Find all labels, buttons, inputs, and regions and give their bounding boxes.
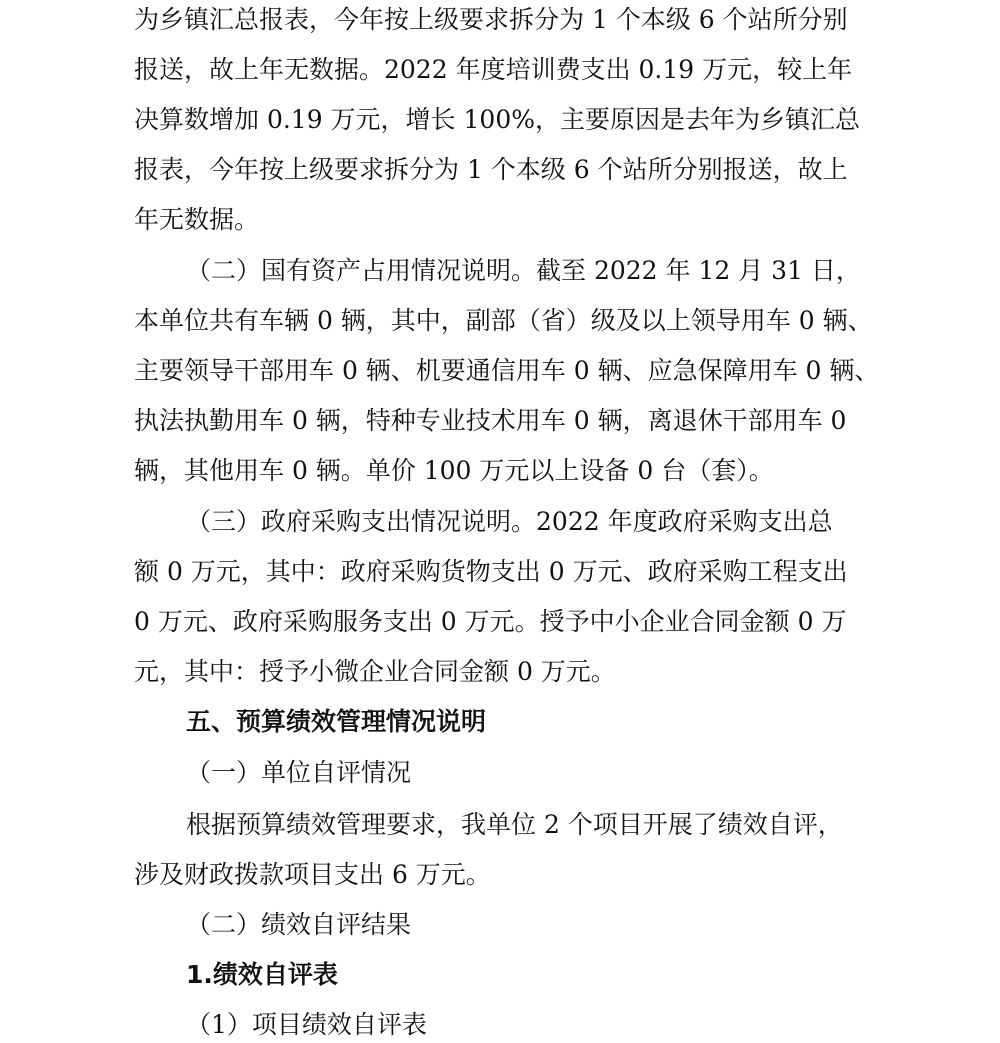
section-heading: 五、预算绩效管理情况说明: [186, 707, 487, 736]
paragraph-line: 额 0 万元，其中：政府采购货物支出 0 万元、政府采购工程支出: [134, 557, 848, 586]
paragraph-line: （二）国有资产占用情况说明。截至 2022 年 12 月 31 日，: [186, 256, 861, 285]
paragraph-line: 根据预算绩效管理要求，我单位 2 个项目开展了绩效自评，: [186, 810, 843, 839]
paragraph-line: 为乡镇汇总报表，今年按上级要求拆分为 1 个本级 6 个站所分别: [134, 5, 848, 34]
paragraph-line: 报送，故上年无数据。2022 年度培训费支出 0.19 万元，较上年: [134, 55, 853, 84]
paragraph-line: 年无数据。: [134, 205, 260, 234]
paragraph-line: 本单位共有车辆 0 辆，其中，副部（省）级及以上领导用车 0 辆、: [134, 306, 873, 335]
paragraph-line: 元，其中：授予小微企业合同金额 0 万元。: [134, 657, 616, 686]
paragraph-line: 主要领导干部用车 0 辆、机要通信用车 0 辆、应急保障用车 0 辆、: [134, 356, 880, 385]
paragraph-line: 0 万元、政府采购服务支出 0 万元。授予中小企业合同金额 0 万: [134, 607, 847, 636]
subsection-heading: （二）绩效自评结果: [186, 910, 412, 939]
paragraph-line: （三）政府采购支出情况说明。2022 年度政府采购支出总: [186, 507, 833, 536]
paragraph-line: 决算数增加 0.19 万元，增长 100%，主要原因是去年为乡镇汇总: [134, 105, 860, 134]
paragraph-line: 执法执勤用车 0 辆，特种专业技术用车 0 辆，离退休干部用车 0: [134, 406, 847, 435]
table-heading: 1.绩效自评表: [186, 960, 338, 989]
paragraph-line: 辆，其他用车 0 辆。单价 100 万元以上设备 0 台（套）。: [134, 456, 774, 485]
paragraph-line: 涉及财政拨款项目支出 6 万元。: [134, 860, 491, 889]
paragraph-line: 报表，今年按上级要求拆分为 1 个本级 6 个站所分别报送，故上: [134, 155, 848, 184]
subsection-heading: （1）项目绩效自评表: [186, 1010, 427, 1039]
subsection-heading: （一）单位自评情况: [186, 758, 412, 787]
